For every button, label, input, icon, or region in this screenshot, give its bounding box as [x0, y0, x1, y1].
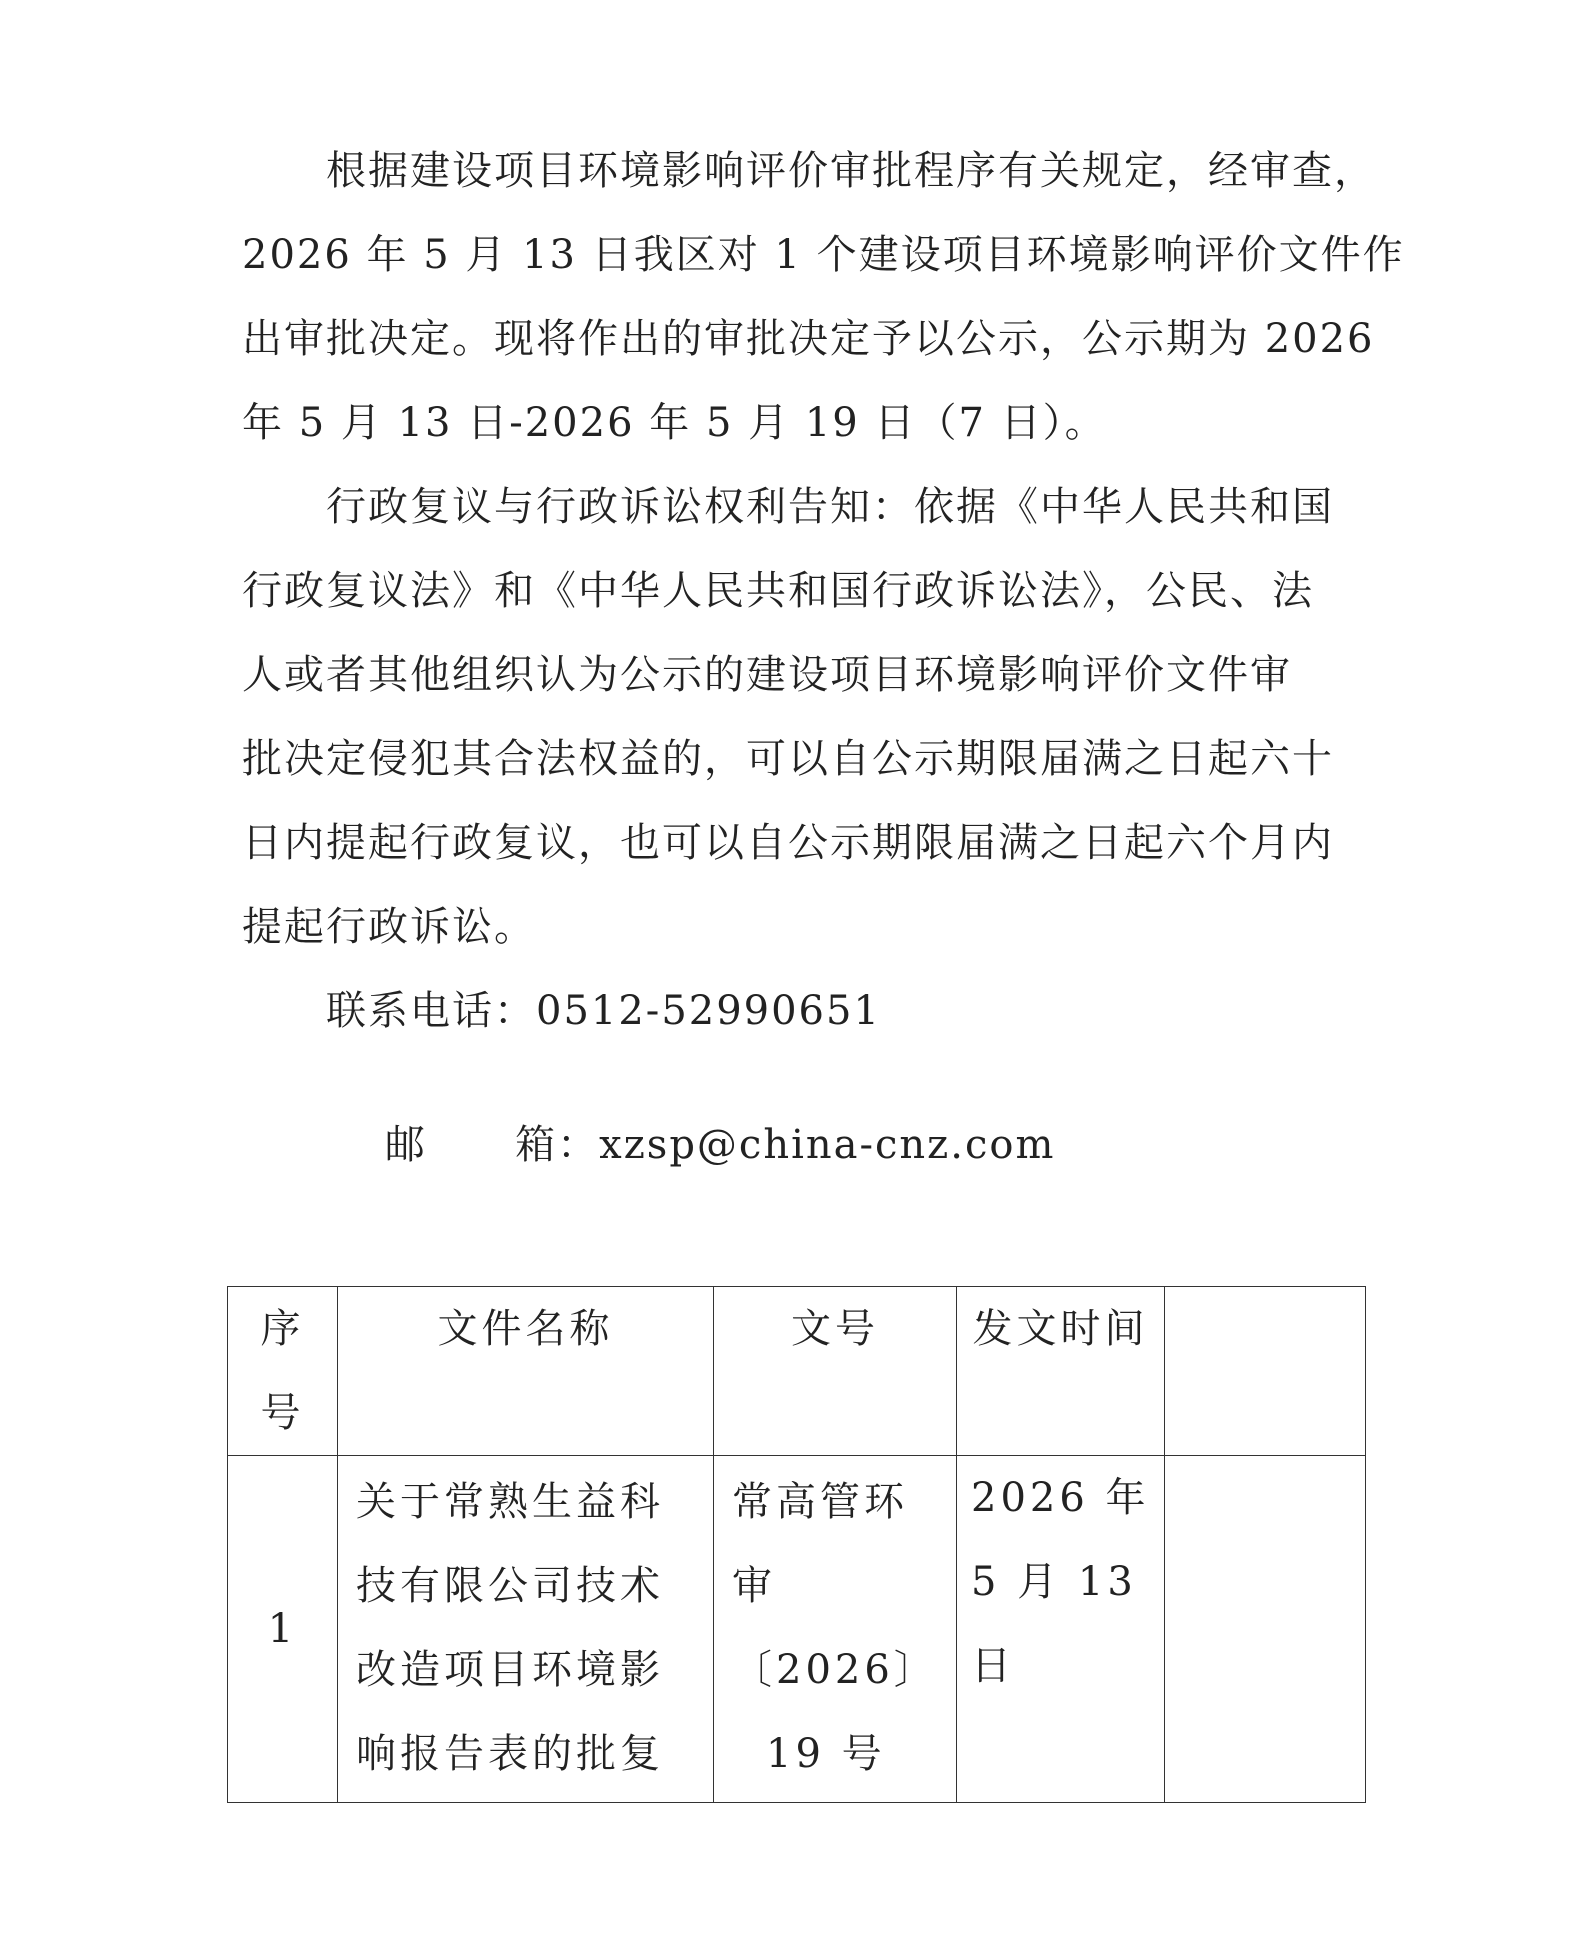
phone-number: 0512-52990651	[536, 988, 881, 1034]
row-date: 2026 年 5 月 13 日	[957, 1456, 1165, 1803]
doc-no-line3: 19 号	[766, 1731, 886, 1777]
header-seq-line2: 号	[260, 1390, 305, 1436]
approval-table	[227, 1286, 1366, 1803]
paragraph1-line4: 年 5 月 13 日-2026 年 5 月 19 日（7 日）。	[242, 400, 1107, 446]
paragraph2-line4: 批决定侵犯其合法权益的，可以自公示期限届满之日起六十	[242, 736, 1334, 782]
row-doc-no	[714, 1456, 957, 1803]
header-doc-no: 文号	[714, 1287, 957, 1456]
header-date: 发文时间	[957, 1287, 1165, 1456]
paragraph2-line1: 行政复议与行政诉讼权利告知：依据《中华人民共和国	[326, 484, 1334, 530]
header-name: 文件名称	[338, 1287, 714, 1456]
paragraph2-line2: 行政复议法》和《中华人民共和国行政诉讼法》，公民、法	[242, 568, 1314, 614]
paragraph2-line6: 提起行政诉讼。	[242, 904, 536, 950]
paragraph1-line2: 2026 年 5 月 13 日我区对 1 个建设项目环境影响评价文件作	[242, 232, 1405, 278]
phone-label: 联系电话：	[326, 988, 536, 1034]
paragraph1-line3: 出审批决定。现将作出的审批决定予以公示，公示期为 2026	[242, 316, 1375, 362]
header-seq	[228, 1287, 338, 1456]
table-row	[228, 1456, 1366, 1803]
header-extra	[1165, 1287, 1366, 1456]
header-seq-line1: 序	[260, 1306, 305, 1352]
paragraph2-line3: 人或者其他组织认为公示的建设项目环境影响评价文件审	[242, 652, 1292, 698]
email-label: 邮 箱：	[384, 1122, 600, 1168]
row-file-name: 关于常熟生益科技有限公司技术改造项目环境影响报告表的批复	[338, 1456, 714, 1803]
doc-no-line2: 审〔2026〕	[732, 1563, 938, 1693]
contact-email	[326, 1070, 1055, 1220]
paragraph1-line1: 根据建设项目环境影响评价审批程序有关规定，经审查，	[326, 148, 1376, 194]
table-header-row	[228, 1287, 1366, 1456]
email-address: xzsp@china-cnz.com	[599, 1122, 1056, 1168]
row-extra	[1165, 1456, 1366, 1803]
paragraph2-line5: 日内提起行政复议，也可以自公示期限届满之日起六个月内	[242, 820, 1334, 866]
contact-phone	[326, 986, 881, 1036]
row-seq: 1	[228, 1456, 338, 1803]
doc-no-line1: 常高管环	[732, 1479, 908, 1525]
